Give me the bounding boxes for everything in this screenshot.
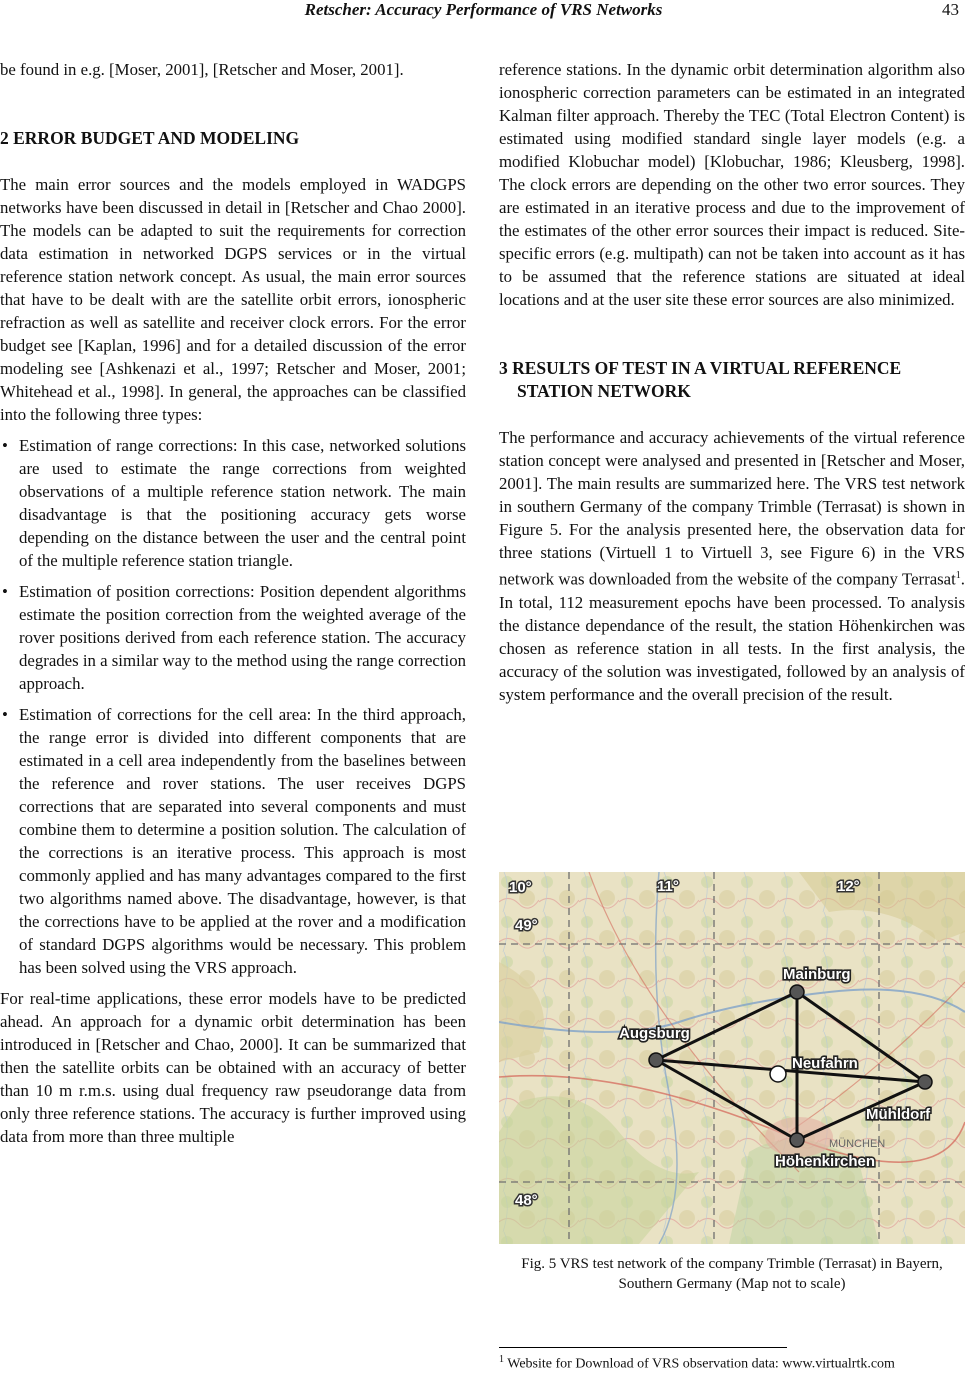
station-label-neufahrn: Neufahrn bbox=[792, 1055, 858, 1072]
grid-label-12: 12° bbox=[837, 878, 860, 895]
station-label-augsburg: Augsburg bbox=[619, 1025, 690, 1042]
list-item-text: Estimation of corrections for the cell area: In the third approach, the range error is divided into different components that are estimated in a cell area independently from the baselines between the reference and rover stations. The user receives DGPS corrections that are separated into several components and must combine them to determine a position solution. The calculation of the corrections is an iterative process. This approach is most commonly applied and has many advantages compared to the first two algorithms named above. The disadvantage, however, is that the corrections have to be applied at the rover and a modification of standard DGPS algorithms would be necessary. This problem has been solved using the VRS approach. bbox=[19, 705, 466, 977]
city-label: MÜNCHEN bbox=[829, 1138, 886, 1150]
running-title: Retscher: Accuracy Performance of VRS Networks bbox=[304, 0, 663, 19]
section-2-paragraph-1: The main error sources and the models employed in WADGPS networks have been discussed in detail in [Retscher and Chao 2000]. The models can be adapted to suit the requirements for correction data estimation in networked DGPS services or in the virtual reference station network concept. As usual, the main error sources that have to be dealt with are the satellite orbit errors, ionospheric refraction as well as satellite and receiver clock errors. For the error budget see [Kaplan, 1996] and for a detailed discussion of the error modeling see [Ashkenazi et al., 1997; Retscher and Moser, 2001; Whitehead et al., 1998]. In general, the approaches can be classified into the following three types: bbox=[0, 175, 466, 424]
station-label-hohenkirchen: Höhenkirchen bbox=[775, 1153, 876, 1170]
footnote-text: Website for Download of VRS observation data: www.virtualrtk.com bbox=[504, 1356, 895, 1372]
station-marker-mainburg bbox=[790, 985, 804, 999]
approach-list bbox=[0, 434, 466, 979]
grid-label-10: 10° bbox=[509, 879, 532, 896]
bullet-icon: • bbox=[2, 436, 8, 455]
left-column bbox=[0, 58, 466, 1156]
station-marker-hohenkirchen bbox=[790, 1133, 804, 1147]
running-head bbox=[0, 0, 967, 20]
section-2-paragraph-2: For real-time applications, these error models have to be predicted ahead. An approach for a dynamic orbit determination has been introduced in [Retscher and Chao, 2000]. It can be summarized that then the satellite orbits can be obtained with an accuracy of better than 10 m r.m.s. using dual frequency raw pseudorange data from only three reference stations. The accuracy is further improved using data from more than three multiple bbox=[0, 989, 466, 1146]
station-marker-augsburg bbox=[649, 1053, 663, 1067]
right-column bbox=[499, 58, 965, 714]
section-3-paragraph-1 bbox=[499, 426, 965, 706]
list-item bbox=[0, 703, 466, 979]
section-3-heading: 3 RESULTS OF TEST IN A VIRTUAL REFERENCE STATION NETWORK bbox=[499, 358, 902, 401]
map-svg bbox=[499, 872, 965, 1244]
grid-label-48: 48° bbox=[515, 1192, 538, 1209]
grid-label-11: 11° bbox=[657, 878, 679, 895]
footnote-reference: 1 bbox=[955, 570, 961, 581]
footnote bbox=[499, 1354, 965, 1373]
footnote-mark: 1 bbox=[499, 1354, 504, 1365]
list-item bbox=[0, 434, 466, 572]
section-2-heading: 2 ERROR BUDGET AND MODELING bbox=[0, 128, 300, 148]
grid-label-49: 49° bbox=[515, 917, 538, 934]
figure-caption: Fig. 5 VRS test network of the company Trimble (Terrasat) in Bayern, Southern Germany (Map not to scale) bbox=[521, 1256, 943, 1292]
station-label-muhldorf: Mühldorf bbox=[866, 1106, 931, 1123]
station-marker-muhldorf bbox=[918, 1075, 932, 1089]
bullet-icon: • bbox=[2, 705, 8, 724]
list-item bbox=[0, 580, 466, 695]
bullet-icon: • bbox=[2, 582, 8, 601]
vrs-network-map bbox=[499, 872, 965, 1244]
station-label-mainburg: Mainburg bbox=[783, 966, 851, 983]
list-item-text: Estimation of range corrections: In this case, networked solutions are used to estimate the range corrections from weighted observations of a multiple reference station network. The main disadvantage is that the positioning accuracy gets worse depending on the distance between the user and the central point of the multiple reference station triangle. bbox=[19, 436, 466, 570]
section-2-paragraph-3: reference stations. In the dynamic orbit determination algorithm also ionospheric correction parameters can be estimated in an integrated Kalman filter approach. Thereby the TEC (Total Electron Content) is estimated using modified standard single layer models (e.g. a modified Klobuchar model) [Klobuchar, 1986; Kleusberg, 1998]. The clock errors are depending on the other two error sources. They are estimated in an iterative process and due to the improvement of the estimates of the other error sources their impact is reduced. Site-specific errors (e.g. multipath) can not be taken into account as it has to be assumed that the reference stations are situated at ideal locations and at the user site these error sources are also minimized. bbox=[499, 60, 965, 309]
page-number: 43 bbox=[942, 0, 959, 19]
station-marker-neufahrn bbox=[770, 1066, 786, 1082]
list-item-text: Estimation of position corrections: Position dependent algorithms estimate the position correction from the weighted average of the rover positions derived from each reference station. The accuracy degrades in a similar way to the method using the range correction approach. bbox=[19, 582, 466, 693]
intro-paragraph: be found in e.g. [Moser, 2001], [Retscher and Moser, 2001]. bbox=[0, 60, 404, 79]
section-3-text: The performance and accuracy achievements of the virtual reference station concept were analysed and presented in [Retscher and Moser, 2001]. The main results are summarized here. The VRS test network in southern Germany of the company Trimble (Terrasat) is shown in Figure 5. For the analysis presented here, the observation data for three stations (Virtuell 1 to Virtuell 3, see Figure 6) in the VRS network was downloaded from the website of the company Terrasat bbox=[499, 428, 965, 589]
section-3-text-tail: . In total, 112 measurement epochs have been processed. To analysis the distance dependance of the result, the station Höhenkirchen was chosen as reference station in all tests. In the first analysis, the accuracy of the solution was investigated, followed by an analysis of system performance and the overall precision of the result. bbox=[499, 569, 965, 704]
footnote-rule bbox=[499, 1347, 787, 1348]
